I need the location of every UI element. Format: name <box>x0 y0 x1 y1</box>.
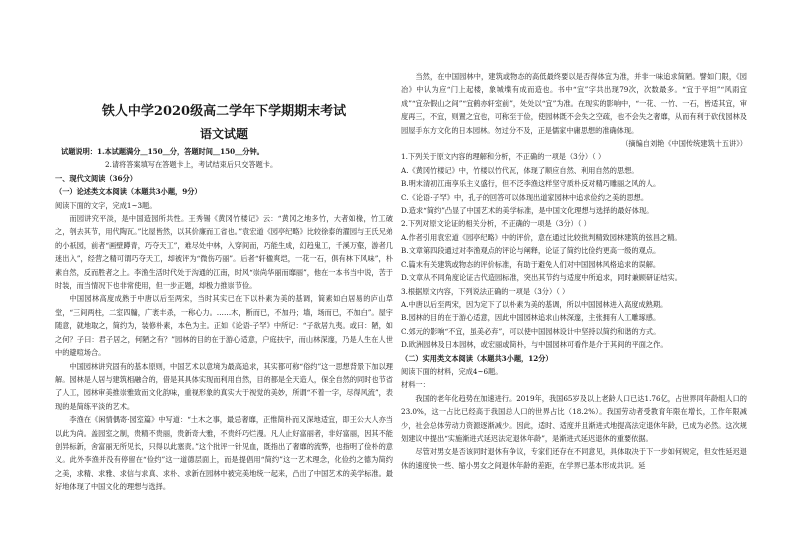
instructions-line2: 2.请将答案填写在答题卡上，考试结束后只交答题卡。 <box>105 160 278 170</box>
instructions-line1: 试题说明：1.本试题满分＿150＿分，答题时间＿150＿分钟。 <box>61 147 264 156</box>
exam-title: 铁人中学2020级高二学年下学期期末考试 <box>101 104 347 119</box>
question-1-option-c: C.《论语·子罕》中，孔子的回答可以体现出道家园林中追求俭约之美的思想。 <box>401 192 649 202</box>
section-heading: 一、现代文阅读（36分） <box>55 173 137 183</box>
question-1-option-a: A.《黄冈竹楼记》中，竹楼以竹代瓦，体现了顺应自然、利用自然的思想。 <box>401 165 639 175</box>
part-heading: （一）论述类文本阅读（本题共3小题，9分） <box>55 187 202 197</box>
question-2-option-c: C.篇末有关建筑或物态的评价标准，有助于避免人们对中国园林风格追求的误解。 <box>401 259 661 269</box>
question-3-option-d: D.欧洲园林及日本园林，或宏丽或简朴，与中国园林可看作是介于其间的平面之作。 <box>401 340 668 350</box>
left-column <box>55 145 393 494</box>
right-column <box>401 70 747 472</box>
question-1-option-d: D.造求“简约”凸显了中国艺术的美学标准，是中国文化理想与选择的最好体现。 <box>401 206 654 216</box>
part2-prompt: 阅读下面的材料，完成4~6题。 <box>401 366 503 376</box>
question-3-option-a: A.中唐以后至两宋，因为定下了以朴素为美的基调，所以中国园林进入高度成熟期。 <box>401 299 668 309</box>
reading-prompt: 阅读下面的文字，完成1~3题。 <box>55 200 157 210</box>
passage-paragraph-5: 当然，在中国园林中，建筑或物态的高低最终要以是否得体宜为准，并非一味追求简陋。譬如门限，《园冶》中认为应“门上起楼，象城堞有成而造也。书中“宜”字共出现79次，次数最多。“宜于平坦”“风雨宜成”“宜杂假山之间”“宜鹤亦轩室前”，处处以“宜”为准。在现实的影响中，“一花、一竹、一石，皆适其宜，审度再三，不宜，则置之宜也，可称至于俭，使园林既不会失之空疏，也不会失之奢靡，从而有利于砍伐园林及园屋手东方文化的日本园林。勿过分不及，正是儒家中庸思想的准确体现。 <box>401 72 747 135</box>
passage-paragraph-3: 中国园林讲究固有的基本原则，中国艺术以意境为最高追求，其实都可称“俗约”这一思想背景下加以理解。园林是人居与建筑相融合的，借是其具体实现而利用自然，目的都是全天造人，保全自然的同时也节省了人工，园林审美推崇雅致而文化韵味，重视形象的真实大于视觉的美妙，所谓“不着一字，尽得风流”，表现的是简练平淡的艺术。 <box>55 361 393 411</box>
question-2-option-b: B.文章第四段通过对李渔观点的评论与阐释，论证了简约比俭约更高一级的观点。 <box>401 246 661 256</box>
material-label: 材料一： <box>401 380 430 390</box>
passage-paragraph-1: 而园讲究平淡，是中国造园所共性。王秀锡《黄冈竹楼记》云：“黄冈之地多竹，大者如椽，竹工破之，刳去其节，用代陶瓦。”比屋皆然，以其价廉而工省也。”袁宏道《园亭纪略》比较徐泰的濯园与王氏兄弟的小祇园，前者“画壁蹲青，巧夺天工”，难尽处中林，入穿间而，巧能生成，幻趋鬼工，千溪万壑，游者几迷出入”，经营之精可谓巧夺天工，却被评为“微伤巧丽”。后者“轩楹爽垲，一花一石，俱有林下风味”，朴素自然，反而胜者之上。李渔生活时代处于沟通的江南，时风“崇尚华丽而靡丽”，他在一本书当中说，苦于时装，而当情况下也非常使用，但一步正题，却极力推崇节俭。 <box>55 214 393 291</box>
question-3-option-c: C.郊元的影响“不宜，虽美必弃”，可以使中国园林设计中坚持以简约和谐的方式。 <box>401 326 661 336</box>
passage-paragraph-4: 李渔在《闲情偶寄·园室篇》中写道：“土木之事，最忌奢靡，正惟简朴而又深地适宜，即王公大人亦当以此为尚。盖园室之制，贵精不贵丽，贵新奇大雅，不贵纤巧烂漫。凡人止好富丽者，非好富丽，因其不能创异标新，舍富丽无所见长，只得以此塞责。”这个批评一针见血，既指出了奢靡的流弊，也指明了俭朴的意义。此外李渔并没有停留在“俭约”这一道德层面上，而是提倡用“简约”这一艺术理念，化俭约之德为简约之美，求精、求雅、求信与求真、求朴、求新在园林中被完美地统一起来，凸出了中国艺术的美学标准。最好地体现了中国文化的理想与选择。 <box>55 415 393 492</box>
question-1: 1.下列关于原文内容的理解和分析，不正确的一项是（3分）（ ） <box>401 152 606 162</box>
question-3: 3.根据原文内容，下列说法正确的一项是（3分）（ ） <box>401 286 570 296</box>
material-paragraph-1: 我国的老年化趋势在加速进行。2019年，我国65岁及以上老龄人口已达1.76亿，占世界同年龄组人口的23.0%，这一占比已经高于我国总人口的世界占比（18.2%）。我国劳动者受教育年限在增长，工作年限减少，社会总体劳动力资源逐渐减少。因此，适时、适度并且渐进式地提高法定退休年龄，已成为必然。这次规划建议中提出“实施渐进式延迟法定退休年龄”，是渐进式延迟退休的重要依据。 <box>401 393 747 443</box>
exam-subtitle: 语文试题 <box>199 127 248 141</box>
question-2-option-d: D.文章从不同角度论证古代造园标准，突出其节约与适度中所追求，同时兼顾研证结实。 <box>401 273 682 283</box>
passage-paragraph-2: 中国园林高度成熟于中唐以后至两宋，当时其实已在下以朴素为美的基调，简素如白居易的庐山草堂，“三间两柱，二室四牖，广袤丰杀，一称心力。……木，断而已，不加丹；墙，场而已，不加白”。屋宇随意，就地取之，简约为，装修朴素，本色为主。正如《论语·子罕》中所记：“子欲居九夷。或曰：陋，如之何？子曰：君子居之，何陋之有？”园林的目的在于游心适意，户庭扶宇，而山林深邃，乃是人生在人世中的避喧场合。 <box>55 294 393 358</box>
question-3-option-b: B.园林的目的在于游心适意，因此中国园林追求山林深邃，主张拥有人工雕琢感。 <box>401 313 661 323</box>
part2-heading: （二）实用类文本阅读（本题共3小题，12分） <box>401 353 553 363</box>
question-2: 2.下列对原文论证的相关分析，不正确的一项是（3分）（ ） <box>401 219 591 229</box>
passage-source: （摘编自刘艳《中国传统建筑十五讲》） <box>621 139 747 149</box>
question-2-option-a: A.作者引用袁宏道《园亭纪略》中的评价，意在通过比较批判精致园林建筑的弦昌之精。 <box>401 232 682 242</box>
question-1-option-b: B.明末清初江南享乐主义盛行，但不泛李渔这样坚守质朴反对精巧雕丽之风的人。 <box>401 179 661 189</box>
material-paragraph-2: 尽管对男女是否该同时退休有争议，专家们还存在不同意见，具体取决于下一步如何规定，但女性延迟退休的速度快一些、缩小男女之间退休年龄的差距，在学界已基本形成共识。延 <box>401 447 747 470</box>
